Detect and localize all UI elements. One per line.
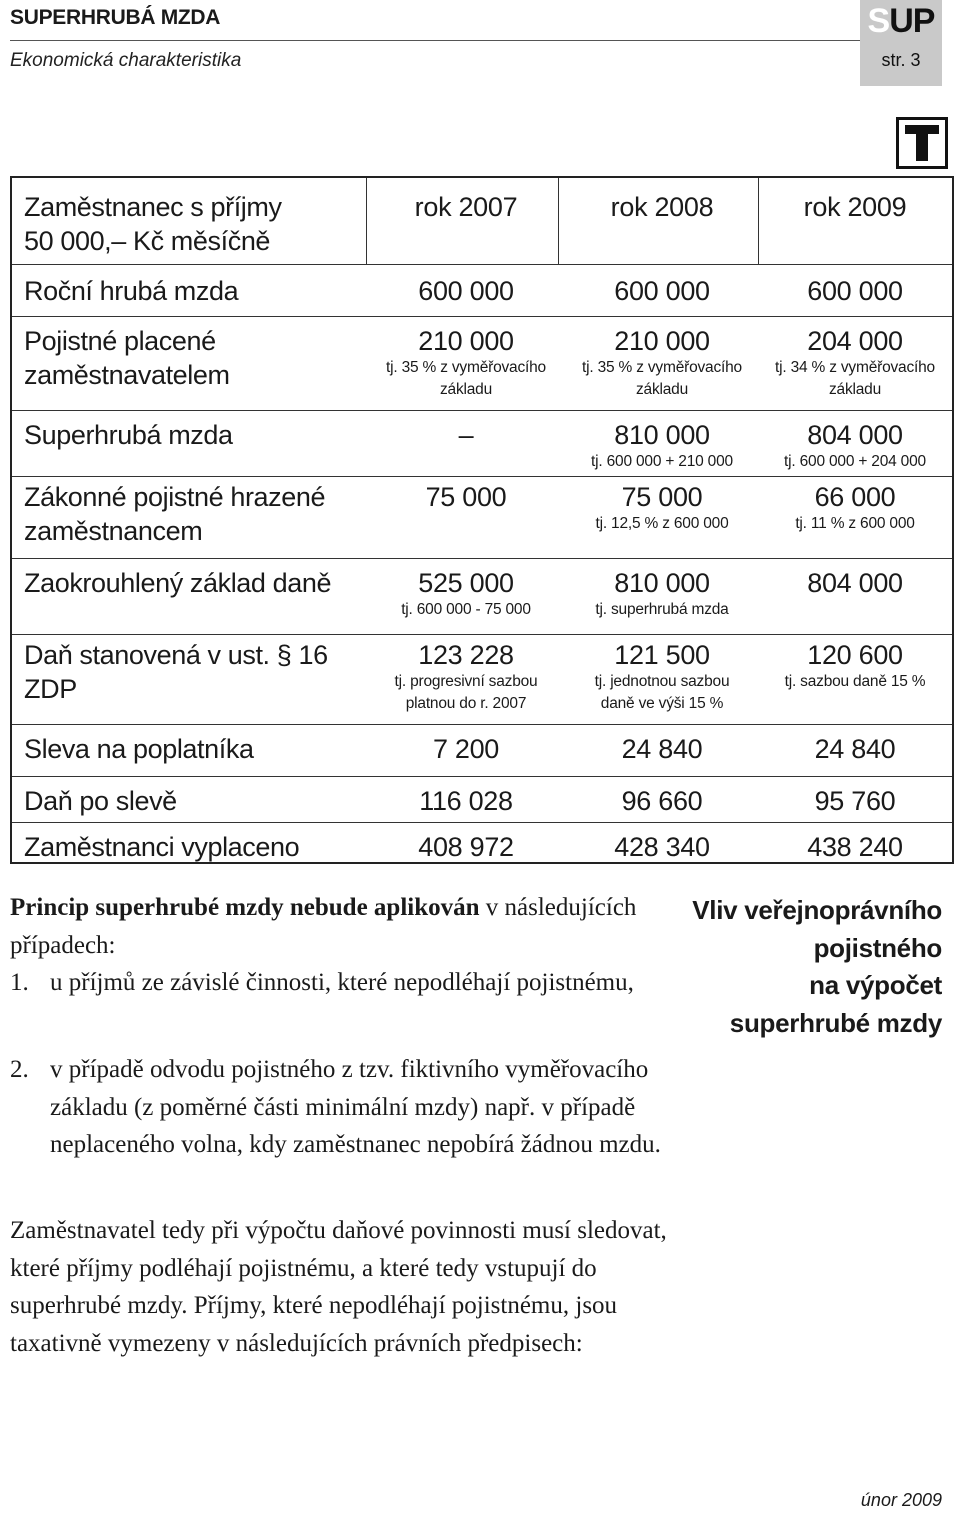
cell-value: 804 000 <box>807 420 903 450</box>
cell-note: tj. 600 000 - 75 000 <box>401 601 531 618</box>
row-label <box>24 274 238 308</box>
table-cell <box>366 733 566 765</box>
cell-value: 66 000 <box>814 482 896 512</box>
salary-comparison-table <box>10 176 954 864</box>
row-divider <box>12 264 952 265</box>
row-label-line: Daň po slevě <box>24 786 177 816</box>
cell-value: – <box>458 420 474 450</box>
row-label-line: Zaměstnanci vyplaceno <box>24 832 300 862</box>
cell-value: 204 000 <box>807 326 903 356</box>
cell-value: 525 000 <box>418 568 514 598</box>
list-number: 1. <box>10 969 29 996</box>
cell-value: 210 000 <box>418 326 514 356</box>
sup-logo <box>860 2 942 41</box>
row-label-line: ZDP <box>24 674 77 704</box>
cell-note: tj. 600 000 + 204 000 <box>784 453 926 470</box>
sidebar-heading-line: na výpočet <box>809 970 942 1000</box>
table-cell <box>566 639 758 715</box>
cell-note: tj. jednotnou sazbou <box>594 673 730 690</box>
row-label-line: zaměstnancem <box>24 516 203 546</box>
cell-note: tj. sazbou daně 15 % <box>784 673 926 690</box>
table-cell <box>366 419 566 451</box>
cell-note: platnou do r. 2007 <box>405 695 527 712</box>
table-cell <box>366 785 566 817</box>
row-label <box>24 324 230 392</box>
cell-note: tj. progresivní sazbou <box>394 673 538 690</box>
closing-paragraph: Zaměstnavatel tedy při výpočtu daňové povinnosti musí sledovat, které příjmy podléhají pojistnému, a které tedy vstupují do superhrubé mzdy. Příjmy, které nepodléhají pojistnému, jsou taxativně vymezeny v následujících právních předpisech: <box>10 1217 667 1357</box>
cell-note: tj. 12,5 % z 600 000 <box>595 515 729 532</box>
cell-note: základu <box>439 381 493 398</box>
cell-note: tj. 600 000 + 210 000 <box>591 453 733 470</box>
page-number: str. 3 <box>881 50 921 70</box>
cell-value: 810 000 <box>614 568 710 598</box>
table-header-label <box>24 190 282 258</box>
table-cell <box>366 275 566 307</box>
row-divider <box>12 776 952 777</box>
sidebar-heading-line: superhrubé mzdy <box>729 1007 942 1038</box>
cell-note: tj. 35 % z vyměřovacího <box>386 359 546 376</box>
table-cell <box>366 481 566 513</box>
row-label <box>24 480 325 548</box>
cell-value: 24 840 <box>814 734 896 764</box>
table-cell <box>366 639 566 715</box>
table-cell <box>758 275 952 307</box>
sidebar-heading <box>672 892 942 1042</box>
row-divider <box>12 558 952 559</box>
row-label <box>24 784 177 818</box>
row-divider <box>12 410 952 411</box>
table-cell <box>566 567 758 621</box>
cell-value: 123 228 <box>418 640 514 670</box>
table-cell <box>566 831 758 863</box>
cell-value: 24 840 <box>621 734 703 764</box>
table-cell <box>566 325 758 401</box>
cell-value: 438 240 <box>807 832 903 862</box>
table-cell <box>566 733 758 765</box>
row-divider <box>12 724 952 725</box>
row-divider <box>12 822 952 823</box>
cell-value: 600 000 <box>418 276 514 306</box>
table-cell <box>758 567 952 599</box>
list-text: v případě odvodu pojistného z tzv. fiktivního vyměřovacího základu (z poměrné části minimální mzdy) např. v případě neplaceného volna, kdy zaměstnanec nepobírá žádnou mzdu. <box>50 1056 661 1158</box>
section-title: SUPERHRUBÁ MZDA <box>10 6 221 29</box>
row-label-line: Daň stanovená v ust. § 16 <box>24 640 328 670</box>
cell-value: 600 000 <box>614 276 710 306</box>
sidebar-heading-line: pojistného <box>813 932 942 963</box>
year-header: rok 2009 <box>803 192 907 222</box>
footer-date: únor 2009 <box>860 1490 942 1510</box>
cell-value: 804 000 <box>807 568 903 598</box>
list-number: 2. <box>10 1056 29 1083</box>
row-label <box>24 638 328 706</box>
cell-value: 810 000 <box>614 420 710 450</box>
table-cell <box>366 567 566 621</box>
cell-value: 116 028 <box>419 786 513 816</box>
table-cell <box>758 785 952 817</box>
t-icon <box>896 117 948 169</box>
intro-rest: v následujících případech: <box>10 894 637 959</box>
cell-note: základu <box>828 381 882 398</box>
table-header-label-line: 50 000,– Kč měsíčně <box>24 226 271 256</box>
table-cell <box>758 733 952 765</box>
cell-value: 75 000 <box>621 482 703 512</box>
table-cell <box>566 785 758 817</box>
cell-note: základu <box>635 381 689 398</box>
table-cell <box>566 481 758 535</box>
table-cell <box>566 419 758 473</box>
sup-logo-s: S <box>867 2 890 40</box>
row-label-line: Zákonné pojistné hrazené <box>24 482 326 512</box>
row-label <box>24 732 254 766</box>
row-divider <box>12 476 952 477</box>
cell-value: 95 760 <box>814 786 896 816</box>
row-label <box>24 830 299 864</box>
year-header: rok 2007 <box>414 192 518 222</box>
table-cell <box>758 481 952 535</box>
table-cell <box>366 831 566 863</box>
cell-value: 408 972 <box>418 832 514 862</box>
row-divider <box>12 634 952 635</box>
cell-value: 600 000 <box>807 276 903 306</box>
cell-value: 210 000 <box>614 326 710 356</box>
table-cell <box>758 419 952 473</box>
sup-logo-box <box>860 0 942 86</box>
intro-bold: Princip superhrubé mzdy nebude aplikován <box>10 894 480 921</box>
header-rule <box>10 40 860 41</box>
sidebar-heading-line: Vliv veřejnoprávního <box>692 895 942 925</box>
table-cell <box>758 639 952 693</box>
intro-paragraph <box>10 889 670 964</box>
cell-value: 120 600 <box>807 640 903 670</box>
cell-note: tj. superhrubá mzda <box>595 601 729 618</box>
row-label-line: Roční hrubá mzda <box>24 276 239 306</box>
row-label-line: Pojistné placené <box>24 326 216 356</box>
cell-note: tj. 34 % z vyměřovacího <box>775 359 935 376</box>
row-label <box>24 566 331 600</box>
row-label-line: Sleva na poplatníka <box>24 734 254 764</box>
table-header-label-line: Zaměstnanec s příjmy <box>24 192 282 222</box>
cell-value: 428 340 <box>614 832 710 862</box>
cell-value: 75 000 <box>425 482 507 512</box>
table-cell <box>758 831 952 863</box>
list-text: u příjmů ze závislé činnosti, které nepodléhají pojistnému, <box>50 969 634 996</box>
cell-value: 7 200 <box>432 734 500 764</box>
row-label <box>24 418 233 452</box>
row-label-line: Superhrubá mzda <box>24 420 233 450</box>
cell-value: 121 500 <box>614 640 710 670</box>
cell-note: tj. 11 % z 600 000 <box>795 515 915 532</box>
cell-note: tj. 35 % z vyměřovacího <box>582 359 742 376</box>
cell-note: daně ve výši 15 % <box>600 695 724 712</box>
table-cell <box>758 325 952 401</box>
row-divider <box>12 316 952 317</box>
t-glyph-icon <box>905 125 939 161</box>
year-header: rok 2008 <box>610 192 714 222</box>
row-label-line: zaměstnavatelem <box>24 360 230 390</box>
cell-value: 96 660 <box>621 786 703 816</box>
table-cell <box>366 325 566 401</box>
row-label-line: Zaokrouhlený základ daně <box>24 568 332 598</box>
table-cell <box>566 275 758 307</box>
sup-logo-up: UP <box>889 2 935 40</box>
section-subtitle: Ekonomická charakteristika <box>10 50 242 71</box>
